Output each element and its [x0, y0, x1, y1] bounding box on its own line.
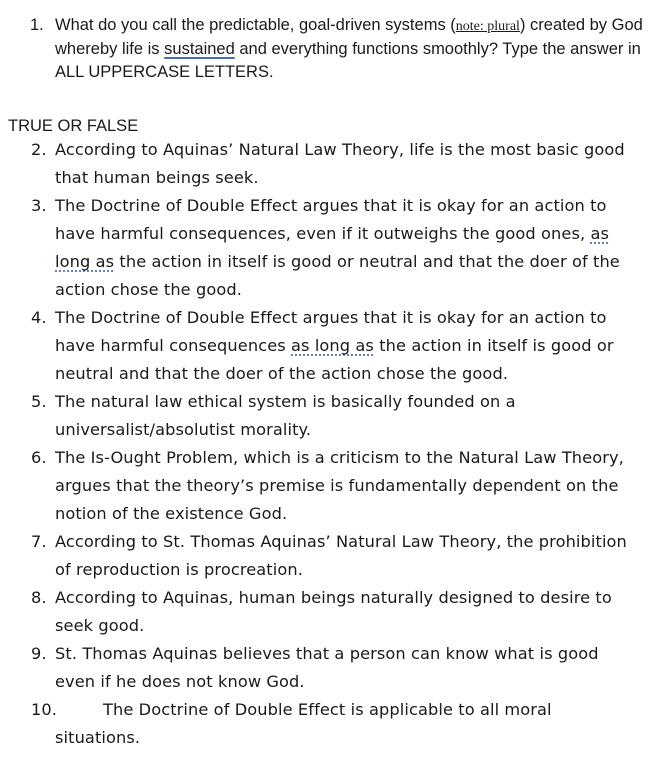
question-1-text-a: What do you call the predictable, goal-driven systems (	[55, 16, 456, 34]
underlined-word-sustained: sustained	[164, 40, 235, 58]
item-text: The natural law ethical system is basically founded on a universalist/absolutist morality.	[55, 392, 516, 439]
item-text-before: The Doctrine of Double Effect argues that it is okay for an action to have harmful consequences	[55, 308, 607, 355]
question-number: 1.	[30, 16, 44, 34]
list-item-2	[0, 136, 635, 192]
item-text: St. Thomas Aquinas believes that a person can know what is good even if he does not know God.	[55, 644, 599, 691]
item-text: The Doctrine of Double Effect is applicable to all moral situations.	[55, 700, 552, 747]
item-text: According to Aquinas, human beings naturally designed to desire to seek good.	[55, 588, 612, 635]
true-false-list	[0, 136, 658, 752]
question-1-text	[55, 14, 645, 84]
item-number: 4.	[31, 308, 47, 327]
item-number: 8.	[31, 588, 47, 607]
item-number: 9.	[31, 644, 47, 663]
item-number: 3.	[31, 196, 47, 215]
list-item-5	[0, 388, 635, 444]
list-item-6	[0, 444, 635, 528]
item-number: 2.	[31, 140, 47, 159]
item-text-before: The Doctrine of Double Effect argues that it is okay for an action to have harmful consequences, even if it outweighs the good ones,	[55, 196, 607, 243]
item-text-after: the action in itself is good or neutral and that the doer of the action chose the good.	[55, 336, 614, 383]
question-1-text-b: ) created by God whereby life is	[55, 16, 643, 58]
list-item-9	[0, 640, 635, 696]
item-text: According to St. Thomas Aquinas’ Natural Law Theory, the prohibition of reproduction is procreation.	[55, 532, 627, 579]
list-item-10	[0, 696, 635, 752]
note-annotation: note: plural	[455, 19, 520, 34]
list-item-8	[0, 584, 635, 640]
grammar-marked-phrase: as long as	[291, 336, 374, 355]
item-number: 5.	[31, 392, 47, 411]
item-text-after: the action in itself is good or neutral and that the doer of the action chose the good.	[55, 252, 620, 299]
list-item-7	[0, 528, 635, 584]
item-text: The Is-Ought Problem, which is a criticism to the Natural Law Theory, argues that the theory’s premise is fundamentally dependent on the notion of the existence God.	[55, 448, 624, 523]
list-item-3	[0, 192, 635, 304]
item-number: 7.	[31, 532, 47, 551]
list-item-4	[0, 304, 635, 388]
question-1-text-c: and everything functions smoothly? Type the answer in ALL UPPERCASE LETTERS.	[55, 40, 641, 81]
item-number: 6.	[31, 448, 47, 467]
grammar-marked-phrase: as long as	[55, 224, 610, 271]
item-number: 10.	[31, 700, 58, 719]
section-heading: TRUE OR FALSE	[8, 117, 139, 135]
item-text: According to Aquinas’ Natural Law Theory, life is the most basic good that human beings seek.	[55, 140, 625, 187]
